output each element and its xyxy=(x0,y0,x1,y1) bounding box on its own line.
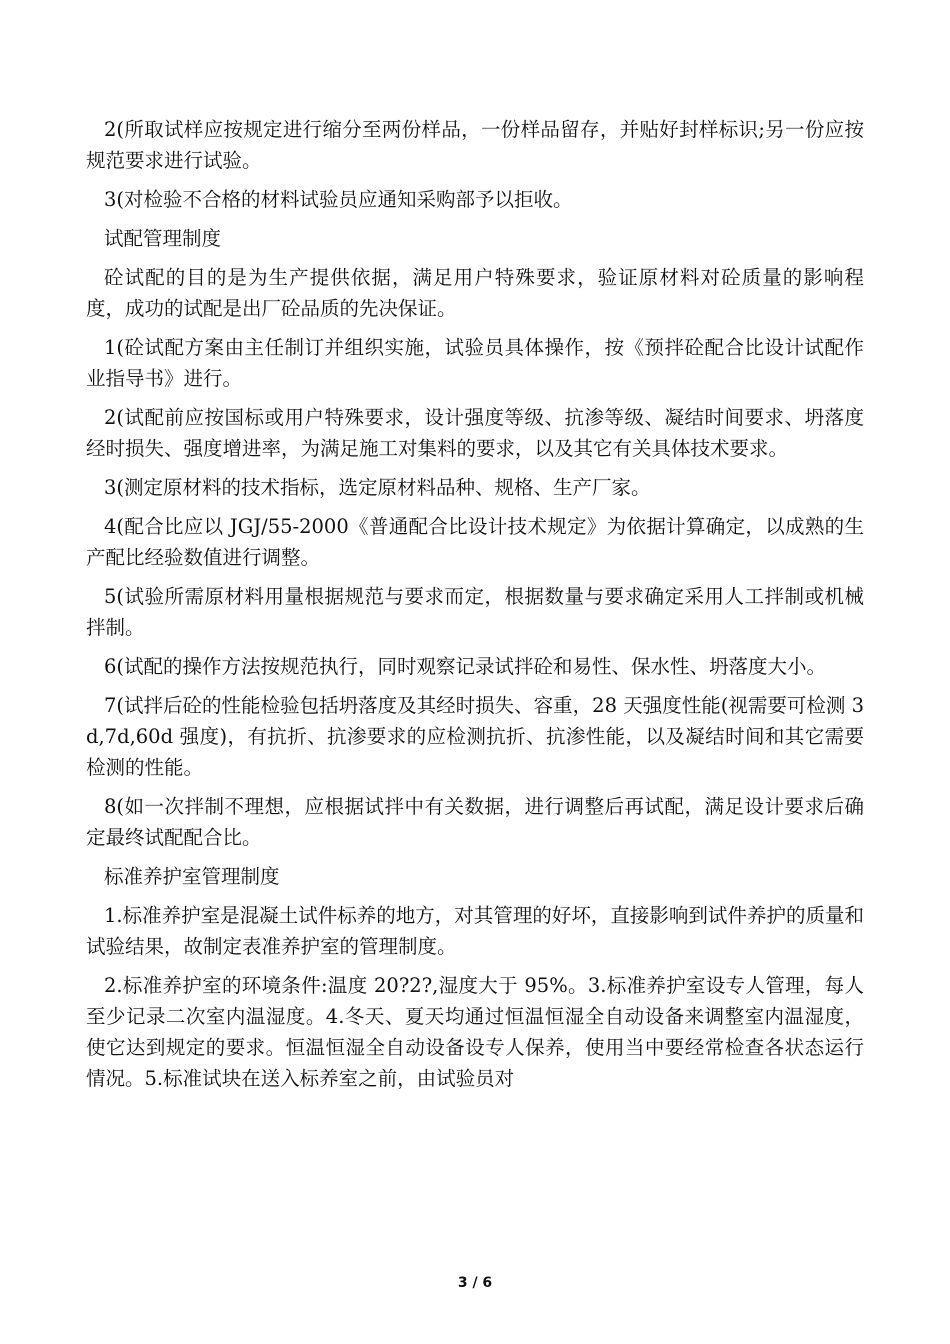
paragraph-trial-mix-item-8: 8(如一次拌制不理想，应根据试拌中有关数据，进行调整后再试配，满足设计要求后确定最终试配配合比。 xyxy=(86,795,864,849)
paragraph-trial-mix-item-4: 4(配合比应以 JGJ/55-2000《普通配合比设计技术规定》为依据计算确定，以成熟的生产配比经验数值进行调整。 xyxy=(86,515,864,569)
paragraph-trial-mix-item-6: 6(试配的操作方法按规范执行，同时观察记录试拌砼和易性、保水性、坍落度大小。 xyxy=(104,655,827,678)
paragraph-curing-room-item-1: 1.标准养护室是混凝土试件标养的地方，对其管理的好坏，直接影响到试件养护的质量和试验结果，故制定表准养护室的管理制度。 xyxy=(86,904,864,958)
paragraph-trial-mix-item-7: 7(试拌后砼的性能检验包括坍落度及其经时损失、容重，28 天强度性能(视需要可检测 3d,7d,60d 强度)，有抗折、抗渗要求的应检测抗折、抗渗性能，以及凝结时间和其它需要检测的性能。 xyxy=(86,694,864,779)
paragraph-trial-mix-item-1: 1(砼试配方案由主任制订并组织实施，试验员具体操作，按《预拌砼配合比设计试配作业指导书》进行。 xyxy=(86,336,864,390)
paragraph-trial-mix-item-5: 5(试验所需原材料用量根据规范与要求而定，根据数量与要求确定采用人工拌制或机械拌制。 xyxy=(86,585,864,639)
document-body xyxy=(86,114,864,1102)
section-heading-trial-mix: 试配管理制度 xyxy=(104,227,222,250)
paragraph-trial-mix-item-3: 3(测定原材料的技术指标，选定原材料品种、规格、生产厂家。 xyxy=(104,476,651,499)
page-number: 3 / 6 xyxy=(457,1275,493,1291)
paragraph-curing-room-item-2: 2.标准养护室的环境条件:温度 20?2?,湿度大于 95%。3.标准养护室设专人管理，每人至少记录二次室内温湿度。4.冬天、夏天均通过恒温恒湿全自动设备来调整室内温湿度，使它达到规定的要求。恒温恒湿全自动设备设专人保养，使用当中要经常检查各状态运行情况。5.标准试块在送入标养室之前，由试验员对 xyxy=(86,974,864,1090)
paragraph-sample-split: 2(所取试样应按规定进行缩分至两份样品，一份样品留存，并贴好封样标识;另一份应按规范要求进行试验。 xyxy=(86,118,864,172)
paragraph-trial-mix-item-2: 2(试配前应按国标或用户特殊要求，设计强度等级、抗渗等级、凝结时间要求、坍落度经时损失、强度增进率，为满足施工对集料的要求，以及其它有关具体技术要求。 xyxy=(86,406,864,460)
section-heading-curing-room: 标准养护室管理制度 xyxy=(104,865,280,888)
paragraph-trial-mix-purpose: 砼试配的目的是为生产提供依据，满足用户特殊要求，验证原材料对砼质量的影响程度，成功的试配是出厂砼品质的先决保证。 xyxy=(86,266,864,320)
paragraph-reject-unqualified: 3(对检验不合格的材料试验员应通知采购部予以拒收。 xyxy=(104,188,573,211)
